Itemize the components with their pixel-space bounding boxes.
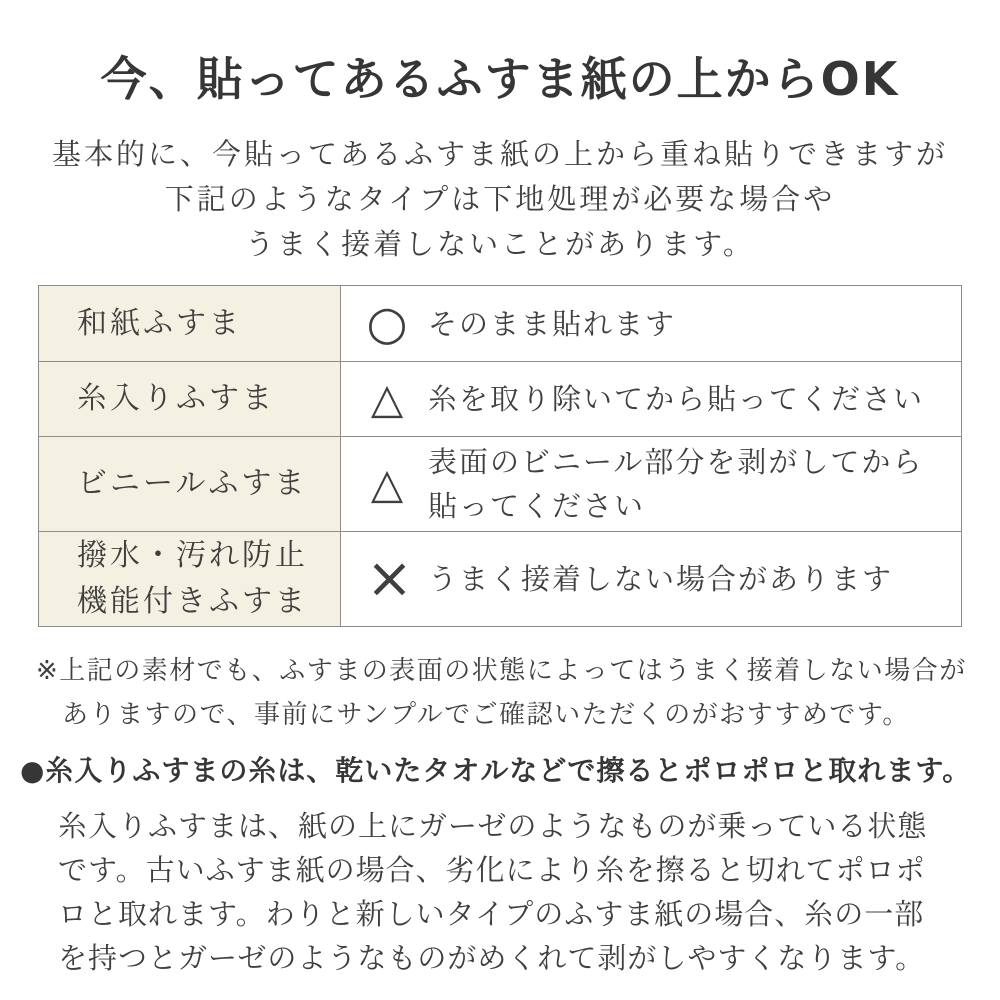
- note-line-2: ありますので、事前にサンプルでご確認いただくのがおすすめです。: [62, 700, 910, 730]
- material-label: [77, 533, 308, 625]
- result-text: そのまま貼れます: [428, 306, 677, 341]
- thread-fusuma-description: [58, 804, 970, 980]
- table-cell-result-washi: [341, 286, 961, 361]
- table-cell-material-vinyl: [39, 436, 341, 531]
- sample-recommendation-note: [36, 649, 980, 737]
- material-label: 糸入りふすま: [77, 381, 275, 416]
- material-label-line-1: 撥水・汚れ防止: [77, 538, 308, 573]
- intro-line-2: 下記のようなタイプは下地処理が必要な場合や: [164, 182, 836, 216]
- intro-line-3: うまく接着しないことがあります。: [245, 227, 755, 261]
- thread-fusuma-heading: ●糸入りふすまの糸は、乾いたタオルなどで擦るとポロポロと取れます。: [20, 754, 972, 787]
- description-line-1: 糸入りふすまは、紙の上にガーゼのようなものが乗っている状態: [58, 809, 928, 843]
- description-line-4: を持つとガーゼのようなものがめくれて剥がしやすくなります。: [58, 941, 926, 975]
- triangle-caution-icon: △: [370, 374, 406, 423]
- material-label: ビニールふすま: [77, 466, 308, 501]
- result-text-line-1: 表面のビニール部分を剥がしてから: [428, 445, 924, 479]
- triangle-caution-icon: △: [370, 459, 406, 508]
- result-text: [428, 440, 923, 528]
- cross-ng-icon: ×: [366, 546, 415, 611]
- table-cell-material-hassui: [39, 531, 341, 626]
- result-text-line-2: 貼ってください: [428, 489, 646, 523]
- page-title: 今、貼ってあるふすま紙の上からOK: [100, 52, 900, 106]
- table-cell-material-washi: [39, 286, 341, 361]
- material-label: 和紙ふすま: [77, 305, 242, 341]
- result-text: うまく接着しない場合があります: [428, 562, 894, 596]
- result-text: 糸を取り除いてから貼ってください: [428, 382, 925, 416]
- material-label-line-2: 機能付きふすま: [77, 584, 308, 619]
- intro-line-1: 基本的に、今貼ってあるふすま紙の上から重ね貼りできますが: [51, 137, 948, 171]
- description-line-2: です。古いふすま紙の場合、劣化により糸を擦ると切れてポロポ: [58, 853, 926, 887]
- table-cell-result-hassui: [341, 531, 961, 626]
- circle-ok-icon: ○: [366, 296, 410, 351]
- table-cell-result-vinyl: [341, 436, 961, 531]
- description-line-3: ロと取れます。わりと新しいタイプのふすま紙の場合、糸の一部: [58, 897, 925, 931]
- table-cell-result-itoiri: [341, 361, 961, 436]
- intro-text: [0, 132, 1000, 267]
- fusuma-compatibility-table: [38, 285, 962, 627]
- note-line-1: ※上記の素材でも、ふすまの表面の状態によってはうまく接着しない場合が: [36, 656, 967, 686]
- table-cell-material-itoiri: [39, 361, 341, 436]
